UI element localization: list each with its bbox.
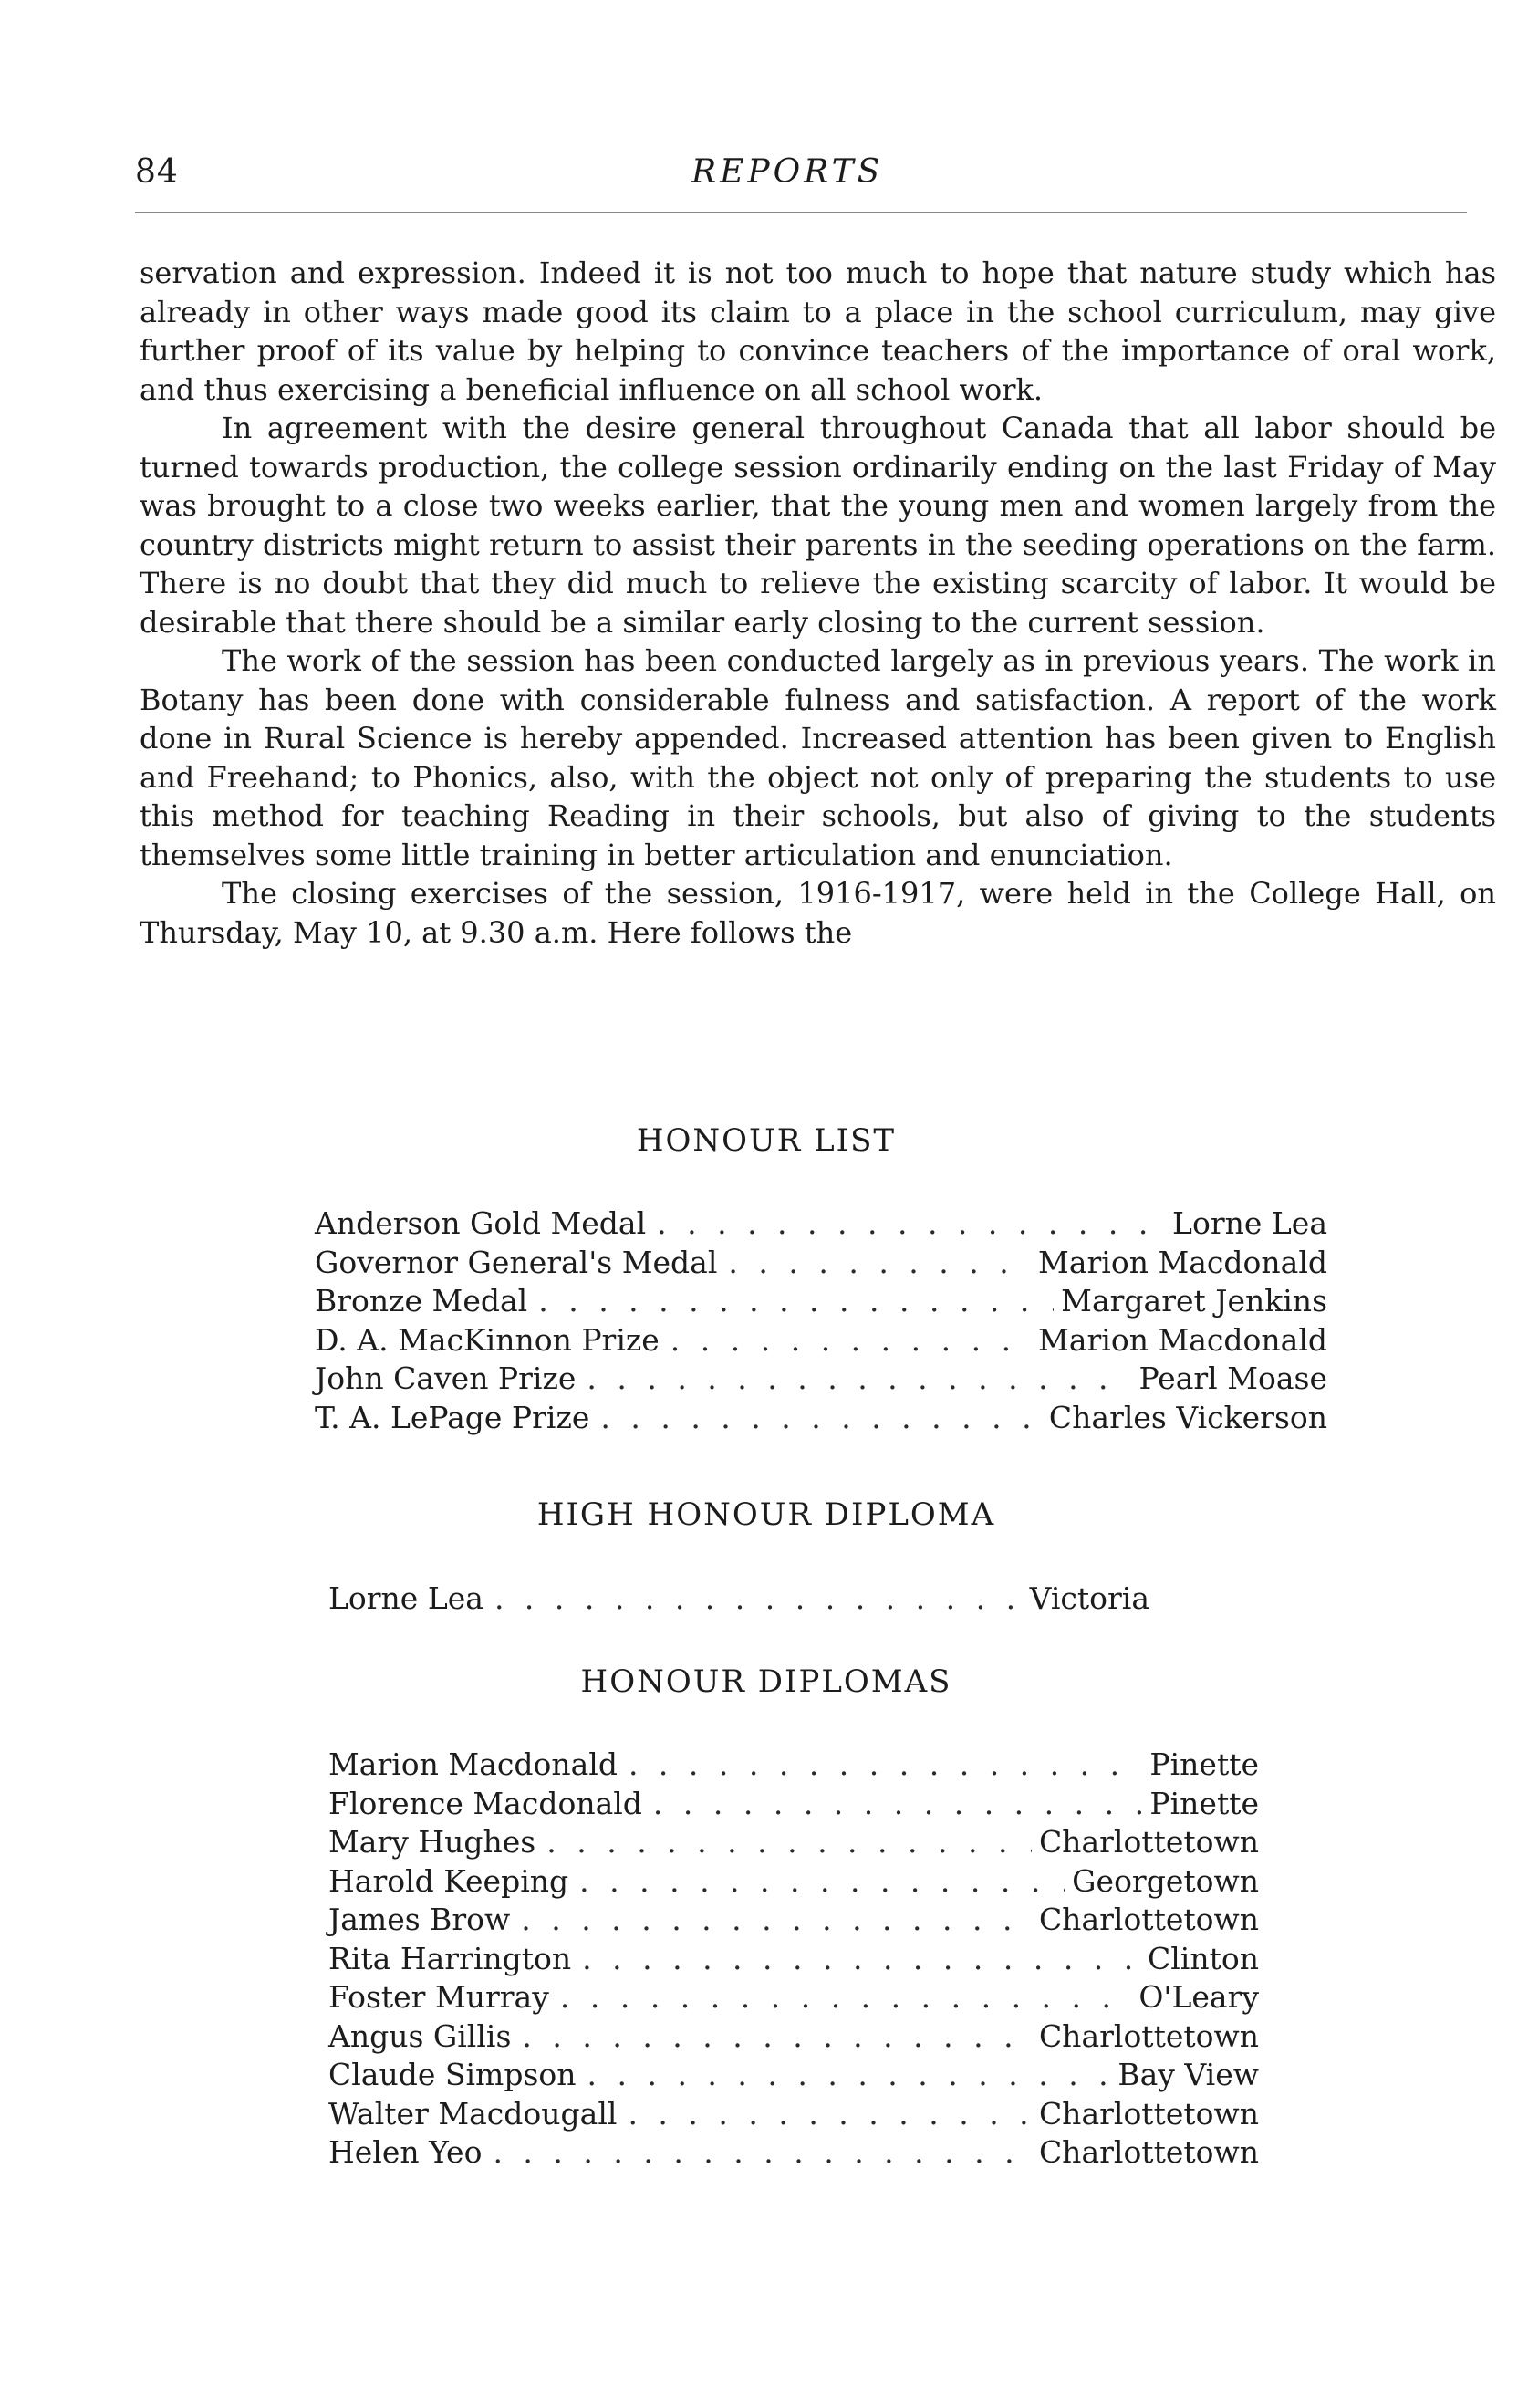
dot-leader	[600, 1399, 1042, 1438]
list-item-value: Pearl Moase	[1138, 1360, 1327, 1396]
list-item-label: Claude Simpson	[328, 2057, 577, 2092]
paragraph-3: The work of the session has been conducted largely as in previous years. The work in Botany has been done with considerable fulness and satisfaction. A report of the work done in Rural Science is hereby appended. Increased attention has been given to English and Freehand; to Phonics, also, with the object not only of preparing the students to use this method for teaching Reading in their schools, but also of giving to the students themselves some little training in better articulation and enunciation.	[140, 643, 1496, 872]
list-item-value: Charles Vickerson	[1048, 1399, 1327, 1435]
dot-leader	[521, 1901, 1032, 1940]
dot-leader	[582, 1940, 1140, 1979]
list-item-value: Bay View	[1117, 2057, 1259, 2092]
dot-leader	[493, 2133, 1031, 2173]
list-item-label: Bronze Medal	[315, 1283, 528, 1319]
dot-leader	[587, 1360, 1131, 1399]
dot-leader	[522, 2017, 1032, 2057]
list-item-label: Marion Macdonald	[328, 1746, 618, 1782]
dot-leader	[587, 2056, 1111, 2095]
list-item-label: Mary Hughes	[328, 1824, 536, 1860]
list-item-label: D. A. MacKinnon Prize	[315, 1321, 660, 1358]
dot-leader	[670, 1321, 1031, 1360]
list-item-label: Foster Murray	[328, 1979, 549, 2015]
list-item	[328, 2095, 1259, 2134]
list-item-value: Pinette	[1149, 1746, 1259, 1782]
list-item-label: Harold Keeping	[328, 1862, 569, 1899]
dot-leader	[546, 1823, 1032, 1862]
dot-leader	[728, 1244, 1031, 1283]
list-item	[328, 2056, 1259, 2095]
dot-leader	[560, 1978, 1131, 2017]
list-item	[315, 1244, 1327, 1283]
list-item-value: Charlottetown	[1038, 2095, 1259, 2132]
list-item-label: Lorne Lea	[328, 1580, 483, 1616]
list-item-value: Lorne Lea	[1172, 1205, 1327, 1241]
dot-leader	[538, 1282, 1054, 1321]
list-item	[328, 1785, 1259, 1824]
list-item-value: Clinton	[1148, 1940, 1259, 1976]
list-item-label: T. A. LePage Prize	[315, 1399, 590, 1435]
list-item-value: Margaret Jenkins	[1061, 1283, 1327, 1319]
page-header	[135, 153, 1503, 208]
dot-leader	[629, 1746, 1142, 1785]
honour-diplomas-list	[328, 1746, 1259, 2173]
header-rule	[135, 212, 1467, 213]
list-item-value: Charlottetown	[1038, 2134, 1259, 2170]
list-item-label: Florence Macdonald	[328, 1785, 642, 1821]
list-item-value: O'Leary	[1138, 1979, 1259, 2015]
list-item-value: Georgetown	[1072, 1862, 1259, 1899]
list-item-label: Helen Yeo	[328, 2134, 483, 2170]
honour-diplomas-title: HONOUR DIPLOMAS	[580, 1663, 952, 1700]
list-item	[328, 2017, 1259, 2057]
list-item-value: Victoria	[1029, 1580, 1149, 1616]
list-item-label: Anderson Gold Medal	[315, 1205, 647, 1241]
high-honour-diploma-list	[328, 1579, 1149, 1619]
list-item-label: Governor General's Medal	[315, 1244, 718, 1280]
paragraph-1: servation and expression. Indeed it is not too much to hope that nature study which has already in other ways made good its claim to a place in the school curriculum, may give further proof of its value by helping to convince teachers of the importance of oral work, and thus exercising a beneficial influence on all school work.	[140, 255, 1496, 407]
list-item	[328, 1862, 1259, 1902]
list-item-label: James Brow	[328, 1902, 511, 1937]
high-honour-diploma-title: HIGH HONOUR DIPLOMA	[536, 1496, 996, 1533]
dot-leader	[657, 1204, 1165, 1244]
list-item	[315, 1321, 1327, 1360]
honour-list	[315, 1204, 1327, 1437]
list-item	[315, 1282, 1327, 1321]
honour-list-title: HONOUR LIST	[636, 1122, 897, 1159]
list-item-value: Charlottetown	[1038, 1824, 1259, 1860]
list-item	[315, 1360, 1327, 1399]
body-text	[140, 254, 1496, 952]
list-item	[328, 1901, 1259, 1940]
list-item-label: Walter Macdougall	[328, 2095, 618, 2132]
paragraph-4: The closing exercises of the session, 1916-1917, were held in the College Hall, on Thursday, May 10, at 9.30 a.m. Here follows the	[140, 876, 1496, 950]
list-item-value: Marion Macdonald	[1038, 1321, 1327, 1358]
dot-leader	[494, 1579, 1023, 1619]
list-item-label: John Caven Prize	[315, 1360, 577, 1396]
list-item	[328, 1978, 1259, 2017]
list-item	[315, 1399, 1327, 1438]
list-item-value: Marion Macdonald	[1038, 1244, 1327, 1280]
running-title: REPORTS	[691, 153, 884, 191]
list-item	[328, 1823, 1259, 1862]
paragraph-2: In agreement with the desire general throughout Canada that all labor should be turned towards production, the college session ordinarily ending on the last Friday of May was brought to a close two weeks earlier, that the young men and women largely from the country districts might return to assist their parents in the seeding operations on the farm. There is no doubt that they did much to relieve the existing scarcity of labor. It would be desirable that there should be a similar early closing to the current session.	[140, 411, 1496, 640]
list-item-value: Charlottetown	[1038, 1902, 1259, 1937]
list-item	[328, 1940, 1259, 1979]
page-number: 84	[135, 153, 179, 191]
list-item-label: Rita Harrington	[328, 1940, 572, 1976]
list-item-value: Charlottetown	[1038, 2017, 1259, 2054]
list-item-value: Pinette	[1149, 1785, 1259, 1821]
list-item	[328, 1579, 1149, 1619]
dot-leader	[653, 1785, 1142, 1824]
dot-leader	[579, 1862, 1065, 1902]
list-item	[328, 2133, 1259, 2173]
list-item-label: Angus Gillis	[328, 2017, 512, 2054]
list-item	[328, 1746, 1259, 1785]
dot-leader	[628, 2095, 1032, 2134]
list-item	[315, 1204, 1327, 1244]
